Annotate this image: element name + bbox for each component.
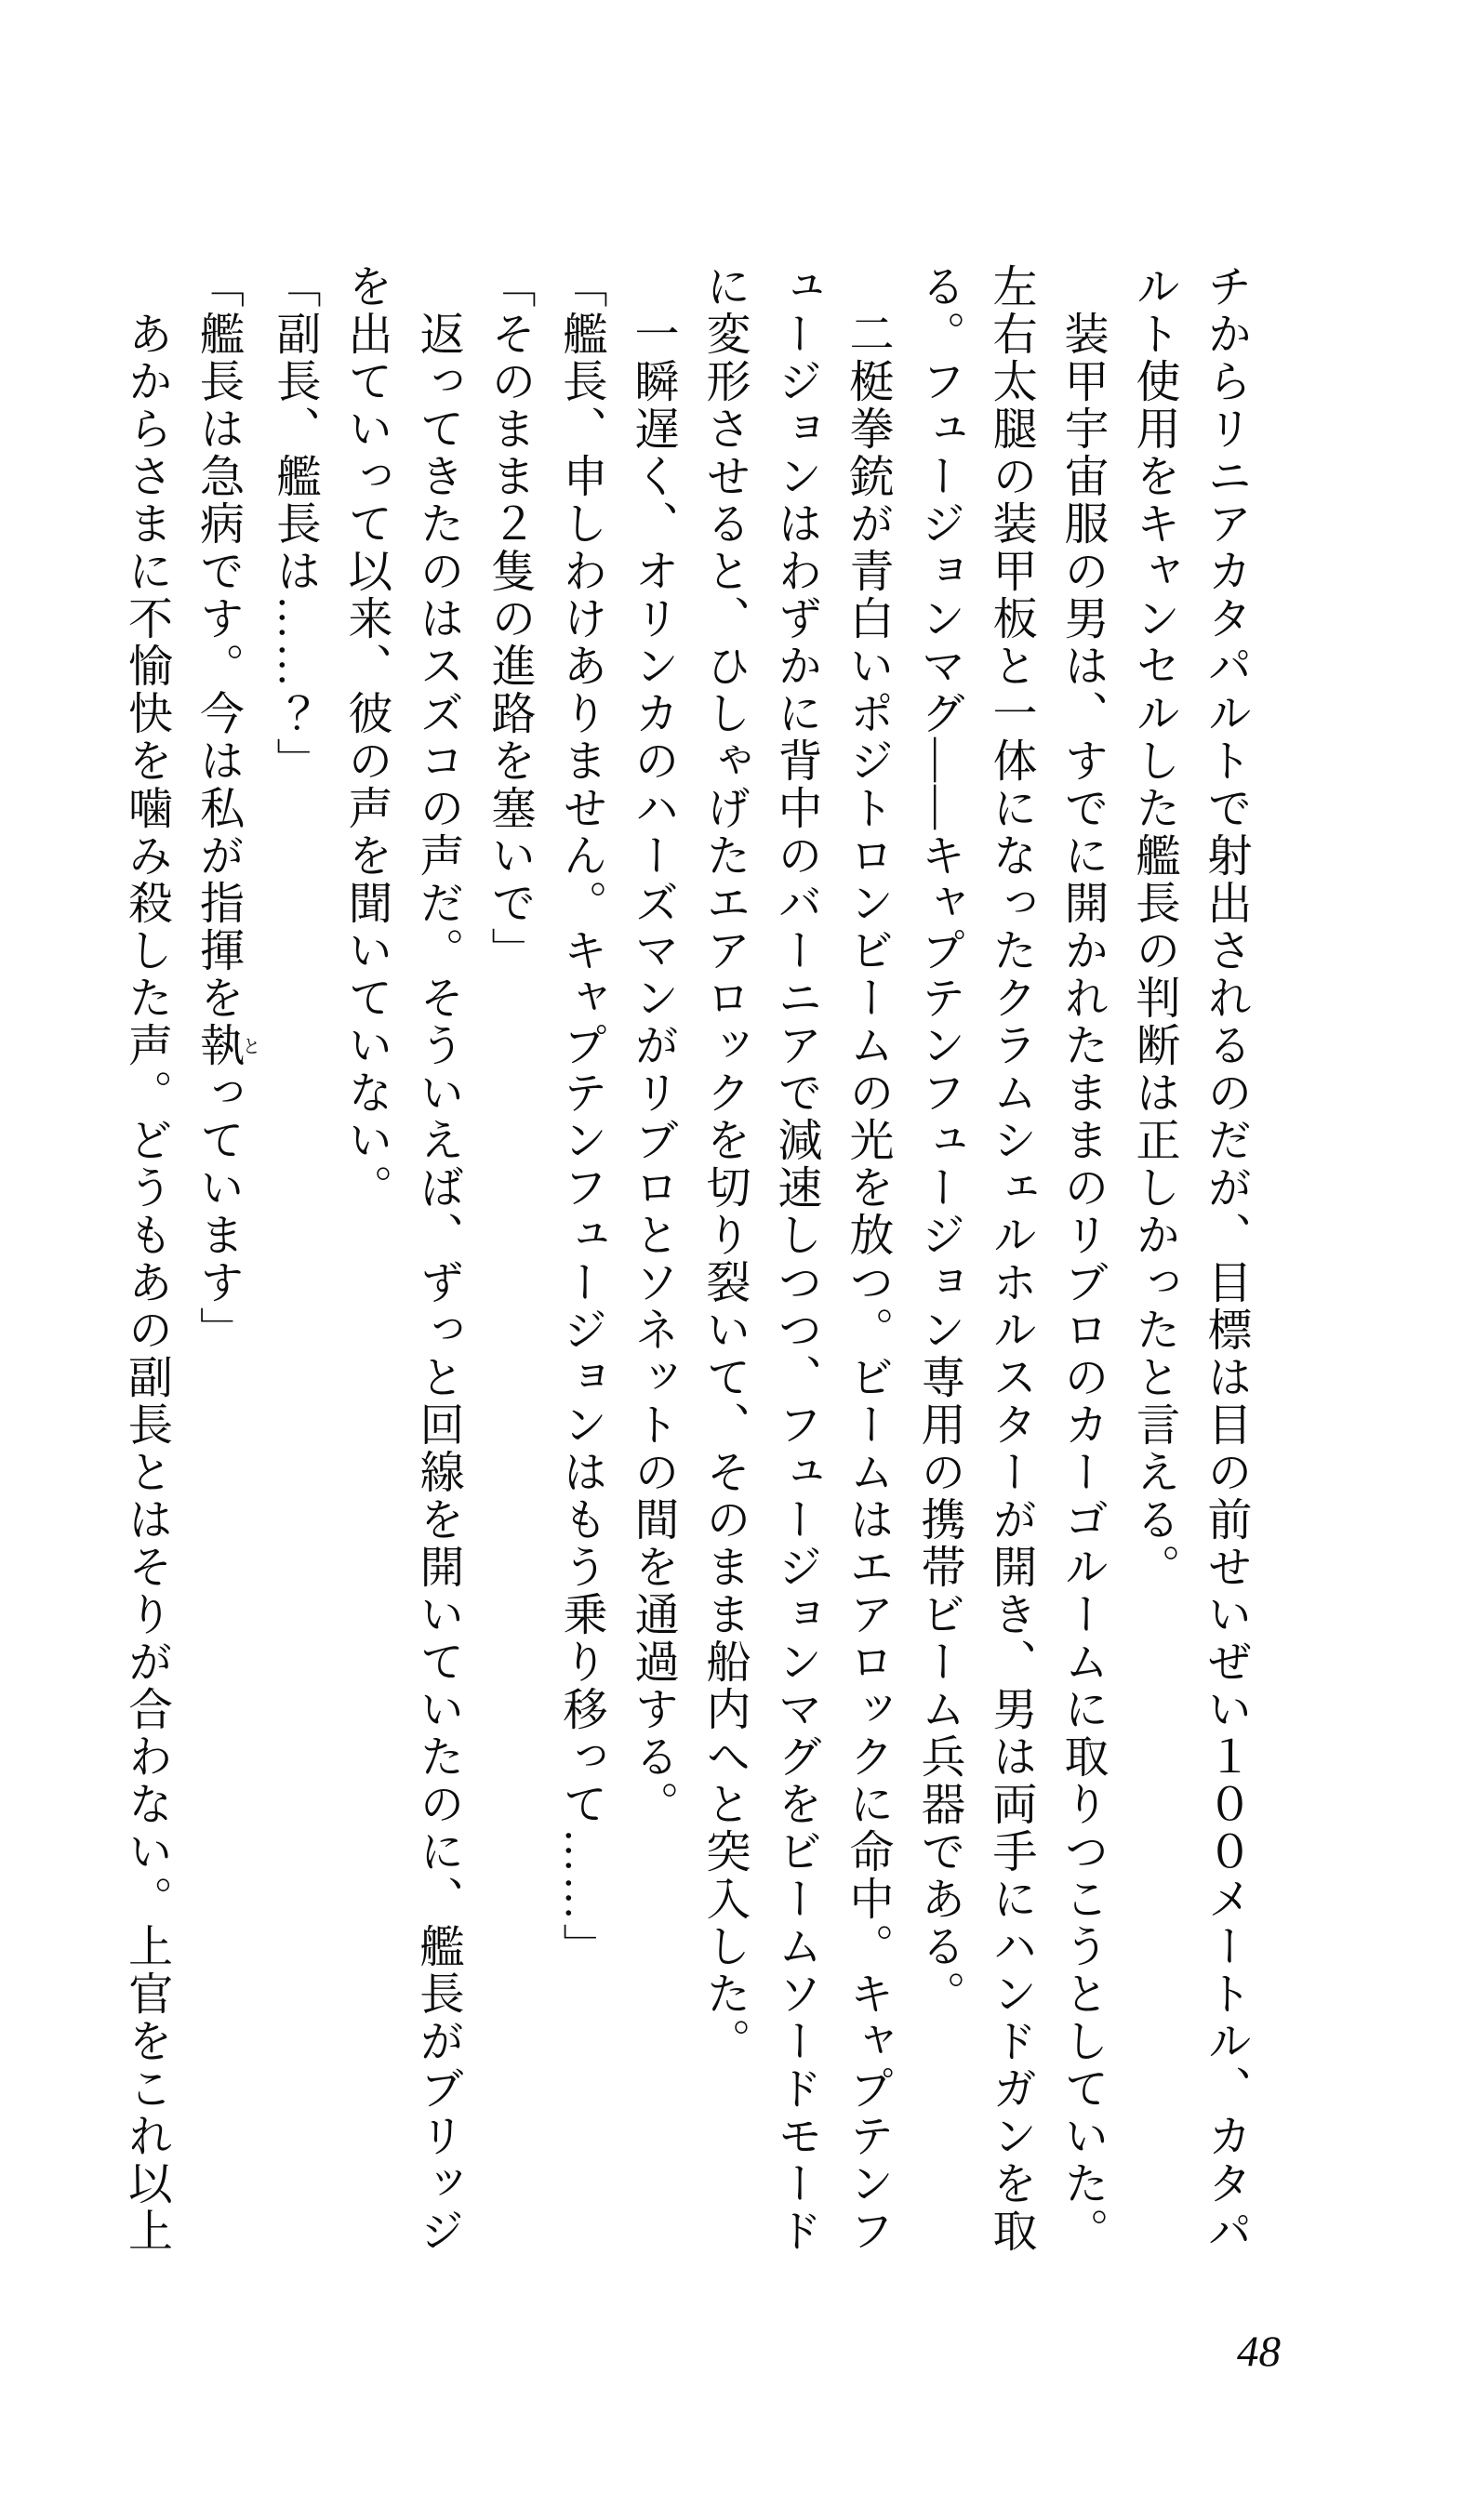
text-line: 二梃拳銃が青白いポジトロンビームの光を放つ。ビームはエアロックに命中。キャプテンフ: [843, 263, 892, 2255]
text-line: を出ていって以来、彼の声を聞いていない。: [341, 263, 391, 1212]
ruby-furigana: と: [239, 1022, 259, 1069]
text-line: 「艦長、申しわけありません。キャプテンフュージョンはもう乗り移って……」: [556, 263, 605, 1970]
text-line: 装甲宇宙服の男は、すでに開かれたままのリブロのカーゴルームに取りつこうとしていた。: [1057, 263, 1107, 2255]
text-line-with-furigana: [182, 263, 259, 2262]
text-line: 一瞬遅く、オリンカのハーズマンがリブロとソネットの間を通過する。: [628, 263, 677, 1828]
text-line: チからリニアカタパルトで射出されるのだが、目標は目の前せいぜい１００メートル、カタパ: [1201, 263, 1250, 2255]
text-line: ルト使用をキャンセルした艦長の判断は正しかったと言える。: [1129, 263, 1178, 1591]
page-number: 48: [1237, 2328, 1281, 2376]
line-post-text: っています」: [193, 1069, 243, 1354]
ruby-annotated-word: [193, 1022, 259, 1069]
ruby-base: 執: [193, 1022, 243, 1069]
text-line: に変形させると、ひしゃげたエアロックを切り裂いて、そのまま船内へと突入した。: [699, 263, 749, 2065]
text-line: 左右太腿の装甲板と一体になったクラムシェルホルスターが開き、男は両手にハンドガンを取: [986, 263, 1035, 2255]
text-line: 「副長、艦長は……？」: [270, 263, 319, 785]
text-line: 返ってきたのはスズコの声だ。そういえば、ずっと回線を開いていたのに、艦長がブリッジ: [413, 263, 462, 2255]
line-pre-text: 「艦長は急病です。今は私が指揮を: [193, 263, 243, 1022]
text-line: る。フュージョンマグ――キャプテンフュージョン専用の携帯ビーム兵器である。: [914, 263, 963, 2018]
text-line: ュージョンはわずかに背中のバーニアで減速しつつ、フュージョンマグをビームソードモード: [771, 263, 820, 2255]
body-text: [111, 263, 1262, 2262]
text-line: あからさまに不愉快を噛み殺した声。どうもあの副長とはそりが合わない。上官をこれ以上: [121, 263, 171, 2255]
text-line: 「そのまま２隻の進路を塞いで」: [485, 263, 534, 975]
